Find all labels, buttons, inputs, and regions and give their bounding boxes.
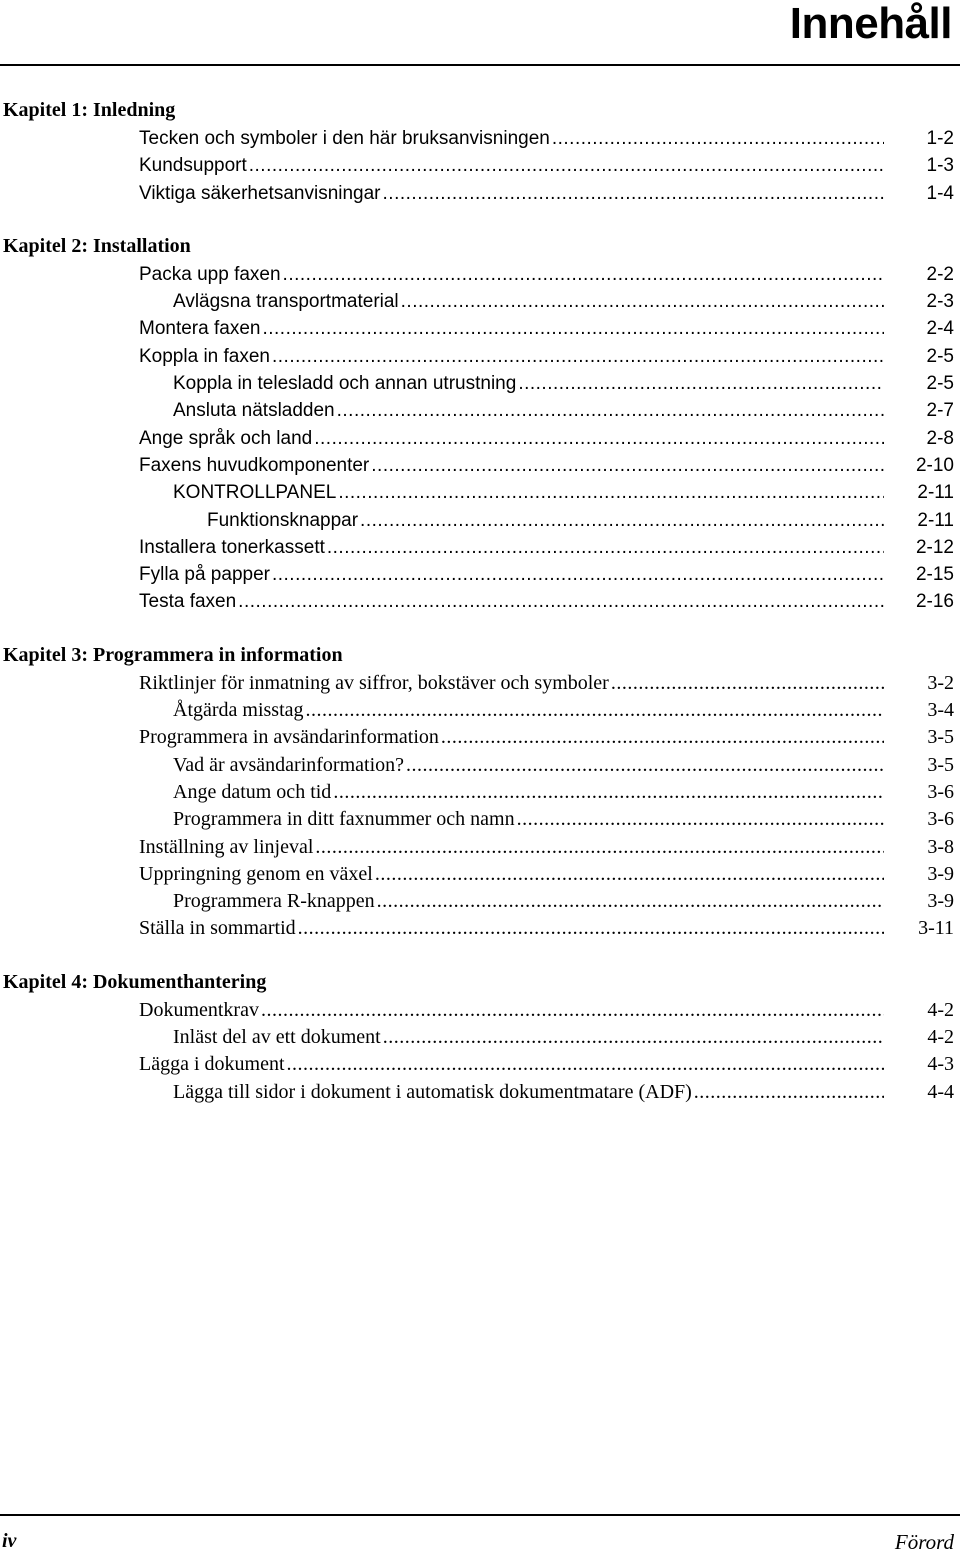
toc-entry-page: 2-2 [926,263,954,285]
toc-entry-page: 2-12 [915,536,954,558]
toc-entry-page: 2-4 [926,318,954,340]
toc-entry-page: 2-5 [926,373,954,395]
toc-entry-page: 3-8 [927,835,954,858]
title-rule [0,64,960,66]
toc-entry[interactable] [0,915,960,942]
toc-entry[interactable] [0,1079,960,1106]
chapter-1 [0,95,960,207]
toc-entry[interactable] [0,370,960,397]
footer-rule [0,1514,960,1516]
toc-entry-page: 3-9 [927,890,954,913]
toc-entry-title: Packa upp faxen [139,263,281,285]
toc-entry-title: Inläst del av ett dokument [173,1026,381,1049]
toc-entry-title: Riktlinjer för inmatning av siffror, bokstäver och symboler [139,671,609,694]
toc-entry-page: 3-4 [927,699,954,722]
toc-entry-page: 4-2 [927,998,954,1021]
toc-entry-title: Testa faxen [139,591,237,613]
toc-entry[interactable] [0,670,960,697]
toc-entry-page: 3-5 [927,726,954,749]
toc-entry-page: 3-6 [927,808,954,831]
toc-entry-title: Fylla på papper [139,564,270,586]
toc-entry-title: Programmera R-knappen [173,890,375,913]
toc-entry-page: 3-6 [927,780,954,803]
toc-entry[interactable] [0,343,960,370]
toc-entry-page: 2-7 [926,400,954,422]
toc-entry-title: Dokumentkrav [139,998,259,1021]
toc-entry[interactable] [0,452,960,479]
toc-entry[interactable] [0,697,960,724]
toc-entry-title: Funktionsknappar [207,509,359,531]
toc-entry-title: Programmera in avsändarinformation [139,726,439,749]
toc-entry[interactable] [0,397,960,424]
toc-entry-title: KONTROLLPANEL [173,482,337,504]
toc-entry-page: 2-8 [926,427,954,449]
toc-entry[interactable] [0,779,960,806]
toc-entry-title: Avlägsna transportmaterial [173,291,399,313]
footer-page-number: iv [2,1530,17,1552]
toc-entry-page: 4-4 [927,1080,954,1103]
toc-entry[interactable] [0,180,960,207]
toc-entry[interactable] [0,534,960,561]
toc-entry[interactable] [0,288,960,315]
toc-entry[interactable] [0,1051,960,1078]
toc-entry[interactable] [0,425,960,452]
toc-entry-title: Tecken och symboler i den här bruksanvisningen [139,128,550,149]
chapter-heading: Kapitel 1: Inledning [3,99,176,121]
chapter-heading: Kapitel 2: Installation [3,234,191,257]
toc-entry-title: Ange språk och land [139,427,313,449]
toc-entry-title: Programmera in ditt faxnummer och namn [173,808,515,831]
toc-entry[interactable] [0,806,960,833]
toc-entry-title: Ange datum och tid [173,780,332,803]
toc-entry-page: 2-10 [915,454,954,476]
chapter-3 [0,640,960,943]
toc-entry[interactable] [0,724,960,751]
toc-entry-title: Vad är avsändarinformation? [173,753,405,776]
toc-entry[interactable] [0,1024,960,1051]
toc-entry-title: Koppla in faxen [139,345,270,367]
toc-entry-page: 1-3 [926,155,954,177]
toc-entry-page: 1-4 [926,182,954,204]
toc-entry[interactable] [0,997,960,1024]
toc-entry-page: 2-11 [917,509,954,531]
toc-entry-page: 1-2 [926,128,954,149]
toc-entry[interactable] [0,152,960,179]
toc-entry-page: 2-11 [917,482,954,504]
chapter-heading: Kapitel 4: Dokumenthantering [3,970,267,993]
toc-entry-title: Kundsupport [139,155,247,177]
toc-entry[interactable] [0,888,960,915]
toc-entry-title: Ansluta nätsladden [173,400,335,422]
toc-entry[interactable] [0,561,960,588]
toc-entry[interactable] [0,752,960,779]
toc-entry-page: 4-3 [927,1053,954,1076]
toc-entry[interactable] [0,479,960,506]
toc-entry-title: Montera faxen [139,318,261,340]
toc-entry-title: Installera tonerkassett [139,536,325,558]
footer-section: Förord [894,1530,954,1554]
toc-entry-page: 3-5 [927,753,954,776]
chapter-4 [0,967,960,1106]
page-title: Innehåll [789,0,952,48]
chapter-heading: Kapitel 3: Programmera in information [3,643,343,666]
toc-entry-page: 2-5 [926,345,954,367]
toc-entry-title: Uppringning genom en växel [139,862,373,885]
toc-entry-page: 3-9 [927,862,954,885]
toc-entry-title: Koppla in telesladd och annan utrustning [173,373,517,395]
toc-entry-title: Åtgärda misstag [173,699,304,722]
toc-entry-page: 2-3 [926,291,954,313]
toc-entry[interactable] [0,507,960,534]
toc-entry[interactable] [0,861,960,888]
toc-entry-page: 2-16 [915,591,954,613]
toc-entry[interactable] [0,834,960,861]
toc-entry-title: Lägga i dokument [139,1053,285,1076]
toc-entry[interactable] [0,261,960,288]
toc-entry-page: 2-15 [915,564,954,586]
toc-entry-page: 3-2 [927,671,954,694]
toc-entry-title: Inställning av linjeval [139,835,314,858]
toc-entry-title: Ställa in sommartid [139,917,296,940]
chapter-2 [0,231,960,616]
toc-entry-page: 4-2 [927,1026,954,1049]
toc-entry[interactable] [0,125,960,152]
toc-entry-title: Faxens huvudkomponenter [139,454,370,476]
toc-entry[interactable] [0,588,960,615]
table-of-contents [0,95,960,1130]
toc-entry-page: 3-11 [918,917,954,940]
toc-entry-title: Lägga till sidor i dokument i automatisk dokumentmatare (ADF) [173,1080,692,1103]
toc-entry-title: Viktiga säkerhetsanvisningar [139,182,381,204]
toc-entry[interactable] [0,315,960,342]
